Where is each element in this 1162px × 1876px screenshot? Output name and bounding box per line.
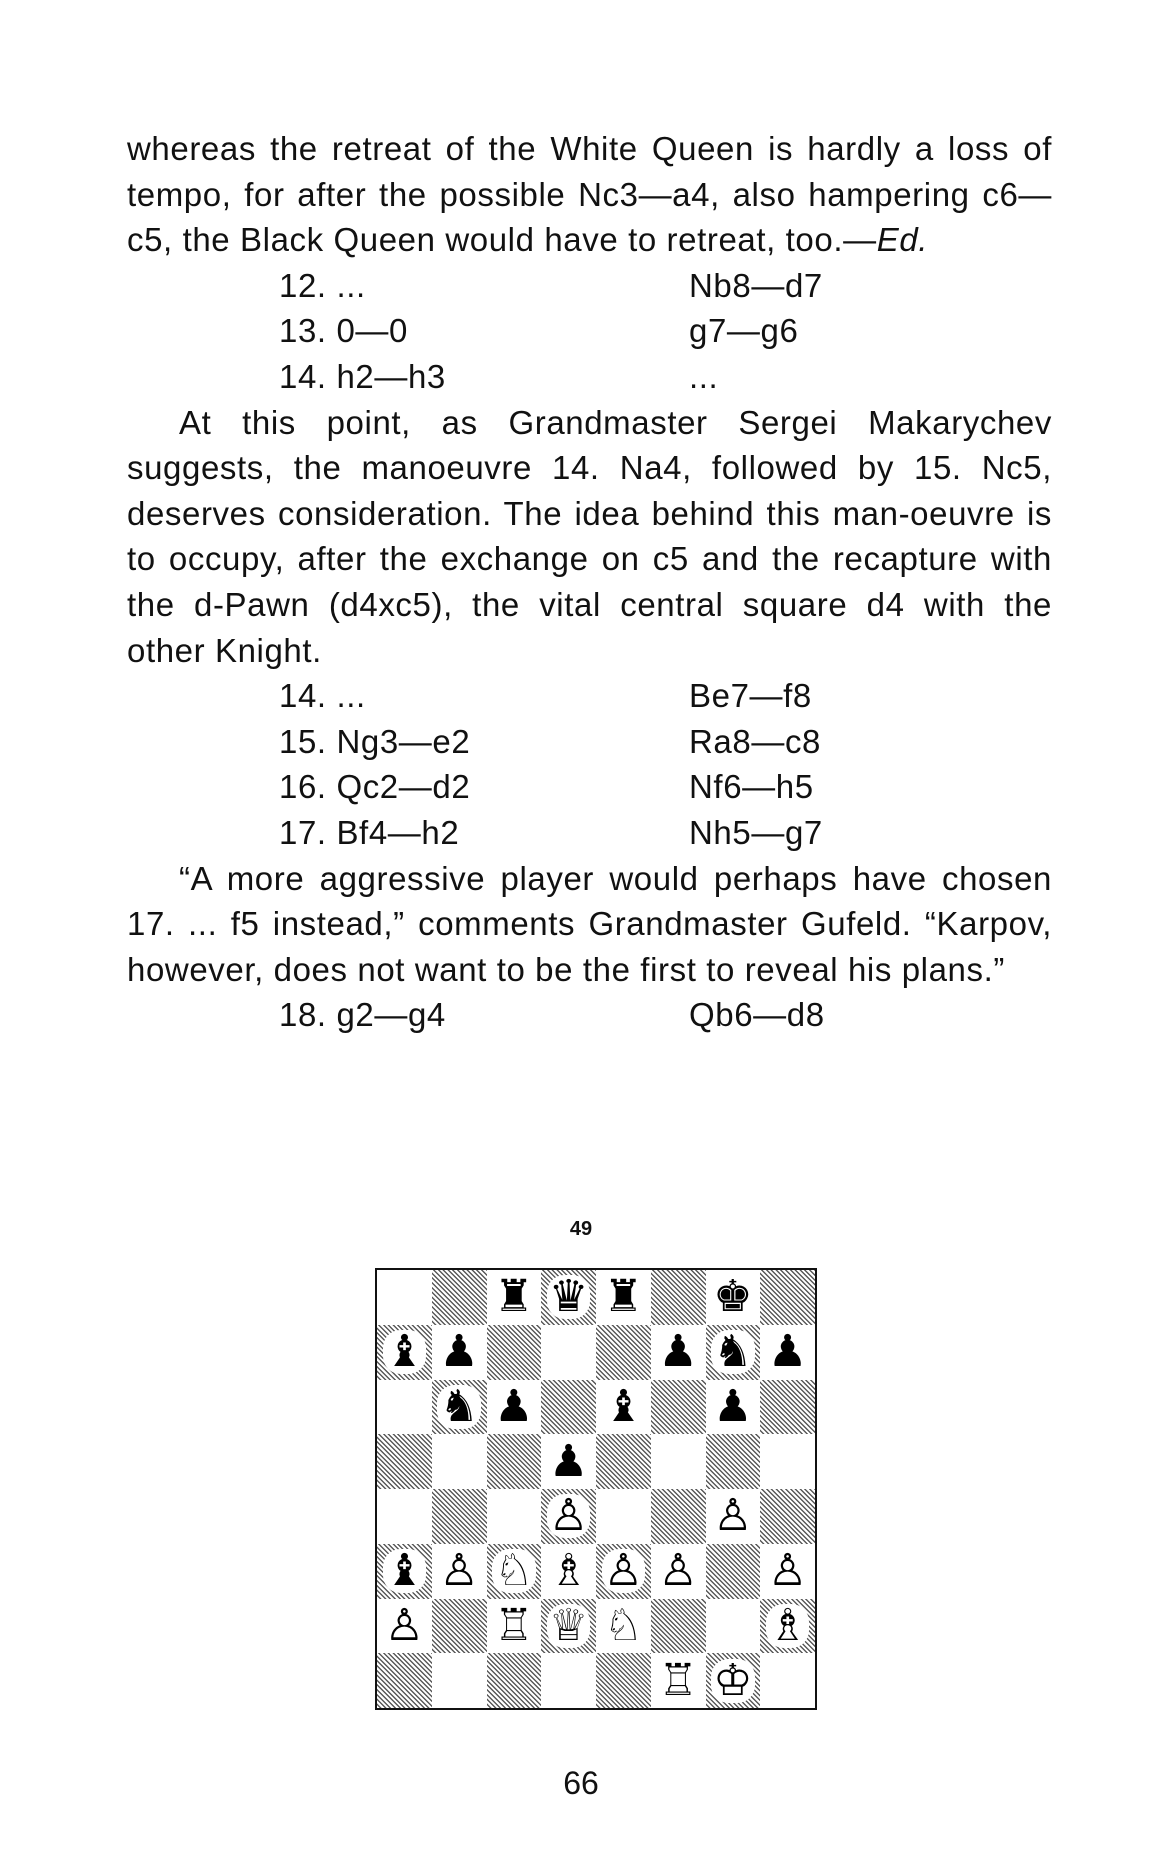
board-square — [377, 1653, 432, 1708]
chess-piece-icon: ♚ — [713, 1271, 753, 1323]
chess-piece-icon: ♘ — [603, 1599, 644, 1651]
board-square — [541, 1434, 596, 1489]
chess-piece-icon: ♙ — [603, 1545, 644, 1597]
board-square — [706, 1544, 761, 1599]
board-square — [377, 1325, 432, 1380]
board-square — [651, 1653, 706, 1708]
board-square — [487, 1489, 542, 1544]
board-square — [541, 1489, 596, 1544]
chess-piece-icon: ♘ — [494, 1545, 534, 1597]
board-square — [596, 1544, 651, 1599]
chess-piece-icon: ♖ — [658, 1654, 698, 1706]
board-square — [541, 1544, 596, 1599]
chess-piece-icon: ♙ — [548, 1490, 589, 1542]
board-square — [760, 1653, 815, 1708]
board-square — [432, 1270, 487, 1325]
board-square — [596, 1489, 651, 1544]
white-move: 12. ... — [279, 266, 366, 304]
white-move: 13. 0—0 — [279, 312, 408, 350]
board-square — [596, 1325, 651, 1380]
board-square — [541, 1380, 596, 1435]
chess-piece-icon: ♝ — [384, 1545, 425, 1597]
board-square — [487, 1270, 542, 1325]
black-move: Nh5—g7 — [689, 813, 823, 851]
black-move: Be7—f8 — [689, 677, 812, 715]
board-square — [706, 1380, 761, 1435]
chess-piece-icon: ♟ — [767, 1326, 808, 1378]
black-move: g7—g6 — [689, 312, 799, 350]
black-move: Ra8—c8 — [689, 722, 821, 760]
board-square — [651, 1325, 706, 1380]
chess-piece-icon: ♞ — [439, 1380, 479, 1432]
board-square — [432, 1544, 487, 1599]
chess-piece-icon: ♞ — [713, 1326, 753, 1378]
chess-piece-icon: ♙ — [384, 1599, 425, 1651]
chess-piece-icon: ♗ — [548, 1545, 589, 1597]
chess-piece-icon: ♗ — [767, 1599, 808, 1651]
board-square — [487, 1434, 542, 1489]
paragraph-1-text: whereas the retreat of the White Queen is hardly a loss of tempo, for after the possible Nc3—a4, also hampering c6—c5, the Black Queen would have to retreat, too.— — [127, 130, 1052, 259]
move-row — [127, 810, 1052, 856]
chess-piece-icon: ♙ — [767, 1545, 808, 1597]
chess-piece-icon: ♟ — [713, 1380, 753, 1432]
board-square — [760, 1380, 815, 1435]
chess-piece-icon: ♝ — [384, 1326, 425, 1378]
white-move: 18. g2—g4 — [279, 996, 446, 1034]
white-move: 16. Qc2—d2 — [279, 768, 471, 806]
move-list-1 — [127, 263, 1052, 400]
white-move: 14. ... — [279, 677, 366, 715]
chess-piece-icon: ♖ — [494, 1599, 534, 1651]
chess-piece-icon: ♟ — [439, 1326, 479, 1378]
move-row — [127, 354, 1052, 400]
board-square — [651, 1270, 706, 1325]
move-row — [127, 308, 1052, 354]
board-square — [541, 1325, 596, 1380]
board-square — [760, 1489, 815, 1544]
board-square — [596, 1434, 651, 1489]
board-square — [432, 1380, 487, 1435]
board-square — [377, 1544, 432, 1599]
move-list-3 — [127, 992, 1052, 1038]
board-square — [432, 1489, 487, 1544]
move-row — [127, 992, 1052, 1038]
board-square — [541, 1599, 596, 1654]
black-move: ... — [689, 357, 719, 395]
chess-piece-icon: ♛ — [548, 1271, 589, 1323]
paragraph-3: “A more aggressive player would perhaps have chosen 17. ... f5 instead,” comments Grandmaster Gufeld. “Karpov, however, does not want to be the first to reveal his plans.” — [127, 859, 1052, 988]
board-square — [432, 1653, 487, 1708]
chess-piece-icon: ♝ — [603, 1380, 644, 1432]
board-square — [432, 1599, 487, 1654]
black-move: Qb6—d8 — [689, 996, 825, 1034]
board-square — [651, 1544, 706, 1599]
page-number: 66 — [563, 1765, 599, 1801]
board-square — [760, 1270, 815, 1325]
editor-note: Ed. — [876, 221, 929, 259]
chess-piece-icon: ♟ — [658, 1326, 698, 1378]
board-square — [651, 1599, 706, 1654]
board-square — [541, 1653, 596, 1708]
move-row — [127, 719, 1052, 765]
move-list-2 — [127, 673, 1052, 855]
paragraph-1 — [127, 126, 1052, 263]
black-move: Nf6—h5 — [689, 768, 814, 806]
board-square — [377, 1270, 432, 1325]
board-square — [596, 1380, 651, 1435]
chess-piece-icon: ♜ — [603, 1271, 644, 1323]
chess-piece-icon: ♜ — [494, 1271, 534, 1323]
board-square — [706, 1434, 761, 1489]
move-row — [127, 263, 1052, 309]
move-row — [127, 673, 1052, 719]
board-square — [377, 1434, 432, 1489]
board-square — [377, 1599, 432, 1654]
board-square — [760, 1544, 815, 1599]
chess-piece-icon: ♕ — [548, 1599, 589, 1651]
board-square — [651, 1489, 706, 1544]
board-square — [760, 1599, 815, 1654]
chess-piece-icon: ♙ — [658, 1545, 698, 1597]
board-square — [377, 1380, 432, 1435]
board-square — [487, 1325, 542, 1380]
board-square — [596, 1653, 651, 1708]
paragraph-2: At this point, as Grandmaster Sergei Makarychev suggests, the manoeuvre 14. Na4, followed by 15. Nc5, deserves consideration. The idea behind this man-oeuvre is to occupy, after the exchange on c5 and the recapture with the d-Pawn (d4xc5), the vital central square d4 with the other Knight. — [127, 403, 1052, 669]
white-move: 15. Ng3—e2 — [279, 722, 471, 760]
move-row — [127, 764, 1052, 810]
chess-board-diagram — [375, 1268, 817, 1710]
board-square — [541, 1270, 596, 1325]
board-square — [706, 1653, 761, 1708]
diagram-number: 49 — [569, 1218, 593, 1240]
white-move: 17. Bf4—h2 — [279, 813, 460, 851]
board-square — [651, 1380, 706, 1435]
chess-piece-icon: ♙ — [439, 1545, 479, 1597]
board-square — [432, 1434, 487, 1489]
board-square — [487, 1544, 542, 1599]
board-square — [706, 1599, 761, 1654]
white-move: 14. h2—h3 — [279, 357, 446, 395]
board-square — [651, 1434, 706, 1489]
board-square — [760, 1434, 815, 1489]
board-square — [706, 1270, 761, 1325]
board-square — [706, 1325, 761, 1380]
board-square — [596, 1599, 651, 1654]
board-square — [760, 1325, 815, 1380]
board-square — [487, 1380, 542, 1435]
chess-piece-icon: ♟ — [494, 1380, 534, 1432]
board-square — [432, 1325, 487, 1380]
chess-piece-icon: ♟ — [548, 1435, 589, 1487]
black-move: Nb8—d7 — [689, 266, 823, 304]
body-text — [127, 126, 1052, 1038]
chess-piece-icon: ♔ — [713, 1654, 753, 1706]
board-square — [596, 1270, 651, 1325]
chess-piece-icon: ♙ — [713, 1490, 753, 1542]
board-square — [706, 1489, 761, 1544]
board-square — [487, 1599, 542, 1654]
board-square — [487, 1653, 542, 1708]
board-square — [377, 1489, 432, 1544]
